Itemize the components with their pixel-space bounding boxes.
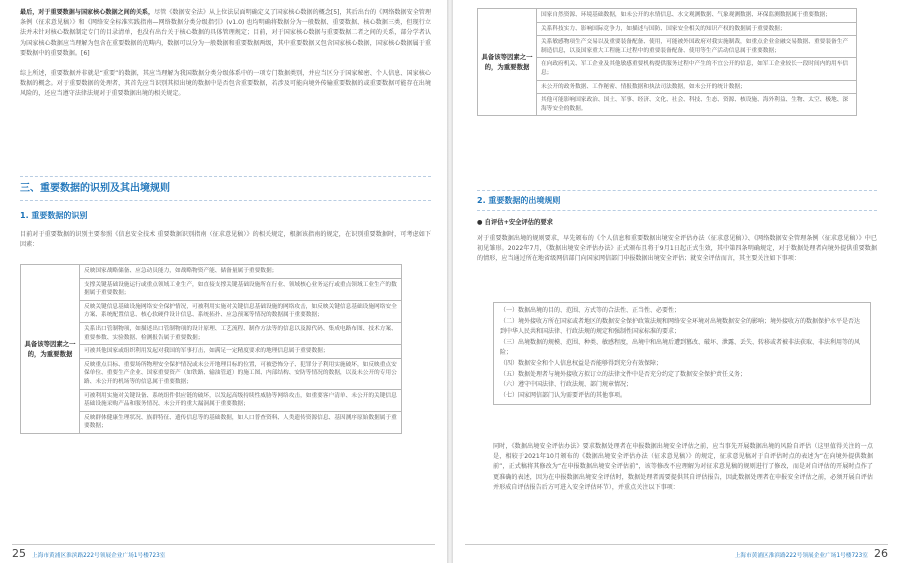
section-divider-bottom <box>20 200 431 202</box>
self-assessment-paragraph: 同时，《数据出境安全评估办法》要求数据处理者在申报数据出境安全评估之前，应当事先开展数据出境的风险自评估（这里值得关注的一点是，相较于2021年10月颁布的《数据出境安全评估办法（征求意见稿）》的规定，征求意见稿对于自评估时点的表述为“在向境外提供数据前”，正式稿将其修改为“在申报数据出境安全评估前”，该等修改不应理解为对征求意见稿的规则进行了修改，而是对自评估的开展时点作了更准确的表述，因为在申报数据出境安全评估时，数据处理者需要提供其自评估报告，因此数据处理者在申报安全评估之前，必须开展自评估并形成自评估报告后方可进入安全评估环节），并重点关注以下事项： <box>493 443 873 491</box>
self-assessment-text <box>493 442 873 493</box>
bullet-title: ● 自评估+安全评估的要求 <box>477 219 553 226</box>
table-head-cell: 具备该等因素之一的，为重要数据 <box>21 265 80 434</box>
table-cell: 关系科技实力、影响国际竞争力，如描述与国防、国家安全相关的知识产权的数据属于重要数据； <box>537 22 857 36</box>
table-cell: 反映国家战略储备、应急动员能力，如战略物资产能、储备量属于重要数据； <box>80 265 402 279</box>
list-item: （二）境外接收方所在国家或者地区的数据安全保护政策法规和网络安全环境对出境数据安全的影响；境外接收方的数据保护水平是否达到中华人民共和国法律、行政法规的规定和强制性国家标准的要求； <box>500 317 861 336</box>
table-cell: 在向政府机关、军工企业及其他敏感重要机构提供服务过程中产生的不宜公开的信息，如军工企业较长一段时间内的用车信息； <box>537 58 857 80</box>
footer-address: 上海市黄浦区淮滨路222号领展企业广场1号楼723室 <box>734 553 868 559</box>
table-cell: 国家自然资源、环境基础数据，如未公开的水情信息、水文观测数据、气象观测数据、环保监测数据属于重要数据； <box>537 9 857 23</box>
sub1-title: 1. 重要数据的识别 <box>20 211 88 220</box>
table-cell: 关系敏感物项生产交易以及重要装备配备、使用，可能被外国政府对我实施制裁，如重点企业金融交易数据、重要装备生产制造信息，以及国家重大工程施工过程中的重要装备配备、使用等生产活动信息属于重要数据； <box>537 36 857 58</box>
sub1-paragraph: 目前对于重要数据的识别主要参照《信息安全技术 重要数据识别指南（征求意见稿）》的相关规定，根据该指南的规定，在识别重要数据时，可考虑如下因素： <box>20 231 431 249</box>
list-item: （五）数据处理者与境外接收方拟订立的法律文件中是否充分约定了数据安全保护责任义务； <box>500 370 747 378</box>
summary-paragraph: 综上所述，重要数据并非就是“重要”的数据，其应当理解为我国数据分类分级体系中的一项专门数据类别，并应当区分于国家秘密、个人信息、国家核心数据的概念。对于重要数据的处理者，其首先应当识别其拟出境的数据中是否包含重要数据，若涉及可能向境外传输重要数据的或重要数据可能存在出境风险的，还应当遵守法律法规对于重要数据出境的相关规定。 <box>20 70 431 98</box>
list-item: （三）出境数据的规模、范围、种类、敏感程度，出境中和出境后遭到篡改、破坏、泄露、丢失、转移或者被非法获取、非法利用等的风险； <box>500 338 861 357</box>
table-cell: 未公开的政务数据、工作秘密、情报数据和执法司法数据，如未公开的统计数据； <box>537 80 857 94</box>
table-cell: 可被利用实施对关键设备、系统组件供应链的破坏，以发起高级持续性威胁等网络攻击，如重要客户清单、未公开的关键信息基础设施采购产品和服务情况、未公开的重大漏洞属于重要数据； <box>80 389 402 411</box>
list-item: （一）数据出境的目的、范围、方式等的合法性、正当性、必要性； <box>500 307 681 314</box>
sub2-title: 2. 重要数据的出境规则 <box>477 196 561 205</box>
assessment-items-box <box>493 302 871 405</box>
rules-paragraph: 对于重要数据出境的规则要求，早先颁布的《个人信息和重要数据出境安全评估办法（征求意见稿）》、《网络数据安全管理条例（征求意见稿）》中已初见雏形。2022年7月，《数据出境安全评估办法》正式颁布且将于9月1日起正式生效，其中第四条明确规定，对于数据处理者向境外提供重要数据的情形，应当通过所在地省级网信部门向国家网信部门申报数据出境安全评估；就安全评估而言，其主要关注如下事项： <box>477 235 877 263</box>
table-cell: 可被其他国家或组织利用发起对我国的军事打击，如满足一定精度要求的地理信息属于重要数据； <box>80 345 402 359</box>
section-divider-top <box>20 176 431 178</box>
table-cell: 支撑关键基础设施运行或重点领域工业生产，如直接支撑关键基础设施所在行业、领域核心业务运行或重点领域工业生产的数据属于重要数据； <box>80 278 402 300</box>
sub-section-2 <box>477 190 877 265</box>
table-cell: 关系出口管制物项，如描述出口管制物项的设计原理、工艺流程、制作方法等的信息以及源代码、集成电路布图、技术方案、重要参数、实验数据、检测报告属于重要数据； <box>80 322 402 344</box>
intro-paragraph <box>20 8 431 59</box>
sub2-divider-bottom <box>477 210 877 212</box>
left-factor-table <box>20 264 402 434</box>
footer-address: 上海市黄浦区淮滨路222号领展企业广场1号楼723室 <box>32 553 166 559</box>
intro-bold-lead: 最后，对于重要数据与国家核心数据之间的关系， <box>20 9 155 16</box>
list-item: （四）数据安全和个人信息权益是否能够得到充分有效保障； <box>500 359 663 367</box>
page-number: 26 <box>874 547 888 560</box>
footer-line <box>465 544 888 545</box>
section-title: 三、重要数据的识别及其出境规则 <box>20 183 170 194</box>
page-number: 25 <box>12 547 26 560</box>
left-footer <box>0 541 447 563</box>
list-item: （七）国家网信部门认为需要评估的其他事项。 <box>500 391 627 399</box>
table-head-cell: 具备该等因素之一的，为重要数据 <box>478 9 537 116</box>
footer-line <box>12 544 435 545</box>
table-row <box>478 9 857 23</box>
table-cell: 其他可能影响国家政治、国土、军事、经济、文化、社会、科技、生态、资源、核设施、海外利益、生物、太空、极地、深海等安全的数据。 <box>537 94 857 116</box>
table-row <box>21 265 402 279</box>
section-header <box>20 176 431 202</box>
left-page <box>0 0 447 563</box>
table-cell: 反映关键信息基础设施网络安全保护情况，可被利用实施对关键信息基础设施的网络攻击，如反映关键信息基础设施网络安全方案、系统配置信息、核心软硬件设计信息、系统拓扑、应急预案等情况的数据属于重要数据； <box>80 300 402 322</box>
list-item: （六）遵守中国法律、行政法规、部门规章情况； <box>500 381 633 389</box>
left-intro <box>20 8 431 100</box>
table-cell: 反映群体健康生理状况、族群特征、遗传信息等的基础数据，如人口普查资料、人类遗传资源信息、基因测序原始数据属于重要数据； <box>80 411 402 433</box>
sub-section-1 <box>20 210 431 250</box>
right-factor-table <box>477 8 857 116</box>
right-footer <box>453 541 900 563</box>
intro-text: 尽管《数据安全法》从上位法层面明确定义了国家核心数据的概念[5]，其后出台的《网络数据安全管理条例（征求意见稿）》和《网络安全标准实践指南—网络数据分类分级指引》(v1.0) 也均明确将数据分为一般数据、重要数据、核心数据三类，但现行立法并未针对核心数据制定专门的目录清单，也没有出台关于核心数据的具体管理规定；目前，对于国家核心数据与重要数据二者之间的关系，部分学者认为国家核心数据应当理解为包含在重要数据的范畴内，数据可以分为一般数据和重要数据两级，其中重要数据又包含国家核心数据，国家核心数据属于重要数据中的重要数据。[6] <box>20 9 431 57</box>
table-cell: 反映重点目标、重要场所物理安全保护情况或未公开地理目标的位置，可被恐怖分子、犯罪分子利用实施破坏，如反映重点安保单位、重要生产企业、国家重要资产（如铁路、输油管道）的施工图、内部结构、安防等情况的数据，以及未公开的专用公路、未公开的机场等的信息属于重要数据； <box>80 358 402 389</box>
sub2-divider-top <box>477 190 877 192</box>
right-page <box>453 0 900 563</box>
